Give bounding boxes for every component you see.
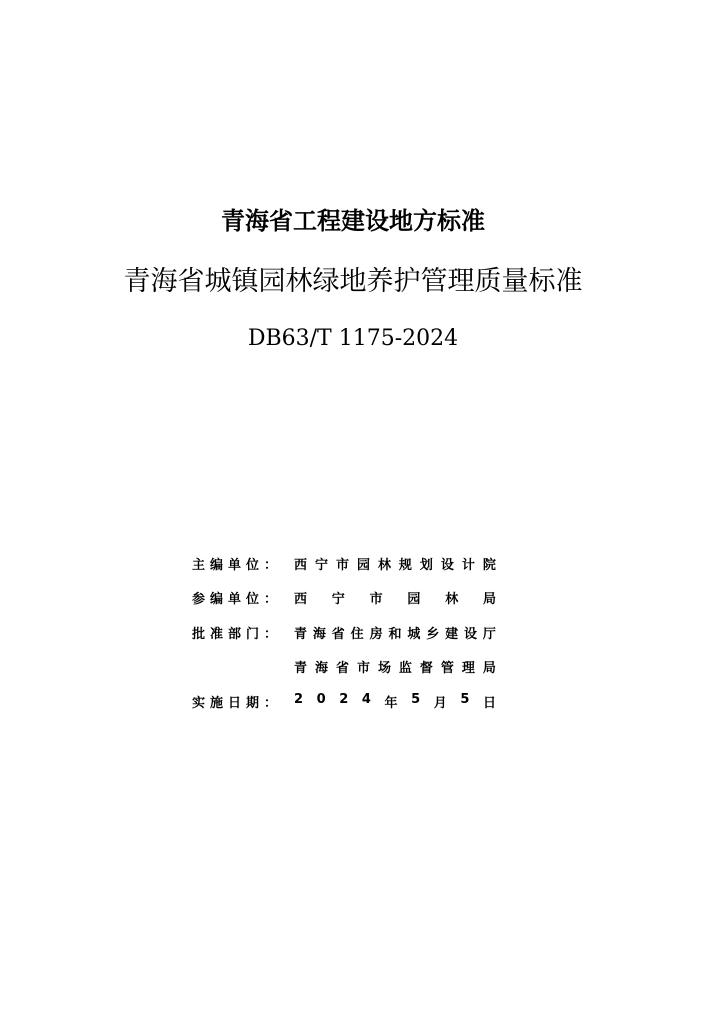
info-value-char: 厅 (482, 626, 496, 642)
info-value-char: 设 (440, 557, 454, 573)
info-value-char: 2 (294, 691, 304, 707)
info-value-char: 乡 (426, 626, 440, 642)
info-value-char: 年 (384, 695, 398, 711)
info-value-char: 园 (356, 557, 370, 573)
info-value-char: 督 (419, 661, 433, 677)
info-value-char: 划 (419, 557, 433, 573)
series-title: 青海省工程建设地方标准 (221, 207, 485, 235)
info-row-effective-date (192, 684, 512, 719)
info-value-char: 市 (335, 557, 349, 573)
info-value-char: 园 (407, 592, 421, 608)
info-row-participating-unit (192, 581, 512, 616)
info-value-char: 和 (388, 626, 402, 642)
info-value (294, 692, 496, 711)
info-row-chief-editor (192, 546, 512, 581)
info-value (294, 588, 496, 607)
info-value-char: 市 (356, 661, 370, 677)
info-value-char: 青 (294, 626, 308, 642)
info-value-char: 5 (460, 691, 470, 707)
info-value-char: 城 (407, 626, 421, 642)
info-value-char: 省 (335, 661, 349, 677)
info-label: 参编单位： (192, 592, 283, 608)
info-value-char: 监 (398, 661, 412, 677)
info-value-char: 宁 (331, 592, 345, 608)
info-value-char: 日 (482, 695, 496, 711)
info-value-char: 月 (433, 695, 447, 711)
publication-info (192, 546, 512, 719)
info-value-char: 西 (294, 592, 308, 608)
info-value-char: 林 (445, 592, 459, 608)
info-value-char: 局 (482, 661, 496, 677)
info-value-char: 5 (411, 691, 421, 707)
info-value-char: 局 (482, 592, 496, 608)
info-value-char: 市 (369, 592, 383, 608)
info-value-char: 2 (339, 691, 349, 707)
info-value (294, 623, 496, 642)
info-label: 批准部门： (192, 626, 283, 642)
info-value-char: 宁 (314, 557, 328, 573)
info-value-char: 理 (461, 661, 475, 677)
info-value-char: 海 (314, 661, 328, 677)
info-label: 实施日期： (192, 695, 283, 711)
info-value-char: 住 (350, 626, 364, 642)
info-value-char: 计 (461, 557, 475, 573)
info-value (294, 657, 496, 676)
info-value (294, 554, 496, 573)
info-value-char: 建 (445, 626, 459, 642)
document-title: 青海省城镇园林绿地养护管理质量标准 (123, 266, 583, 297)
info-value-char: 青 (294, 661, 308, 677)
info-value-char: 0 (316, 691, 326, 707)
info-value-char: 场 (377, 661, 391, 677)
info-value-char: 房 (369, 626, 383, 642)
info-label: 主编单位： (192, 557, 283, 573)
info-value-char: 4 (361, 691, 371, 707)
info-value-char: 规 (398, 557, 412, 573)
info-value-char: 西 (294, 557, 308, 573)
info-row-approval-dept-2 (192, 650, 512, 685)
info-row-approval-dept (192, 615, 512, 650)
info-value-char: 省 (331, 626, 345, 642)
standard-code: DB63/T 1175-2024 (247, 326, 459, 351)
info-value-char: 林 (377, 557, 391, 573)
info-value-char: 管 (440, 661, 454, 677)
info-value-char: 设 (464, 626, 478, 642)
info-value-char: 院 (482, 557, 496, 573)
info-value-char: 海 (312, 626, 326, 642)
